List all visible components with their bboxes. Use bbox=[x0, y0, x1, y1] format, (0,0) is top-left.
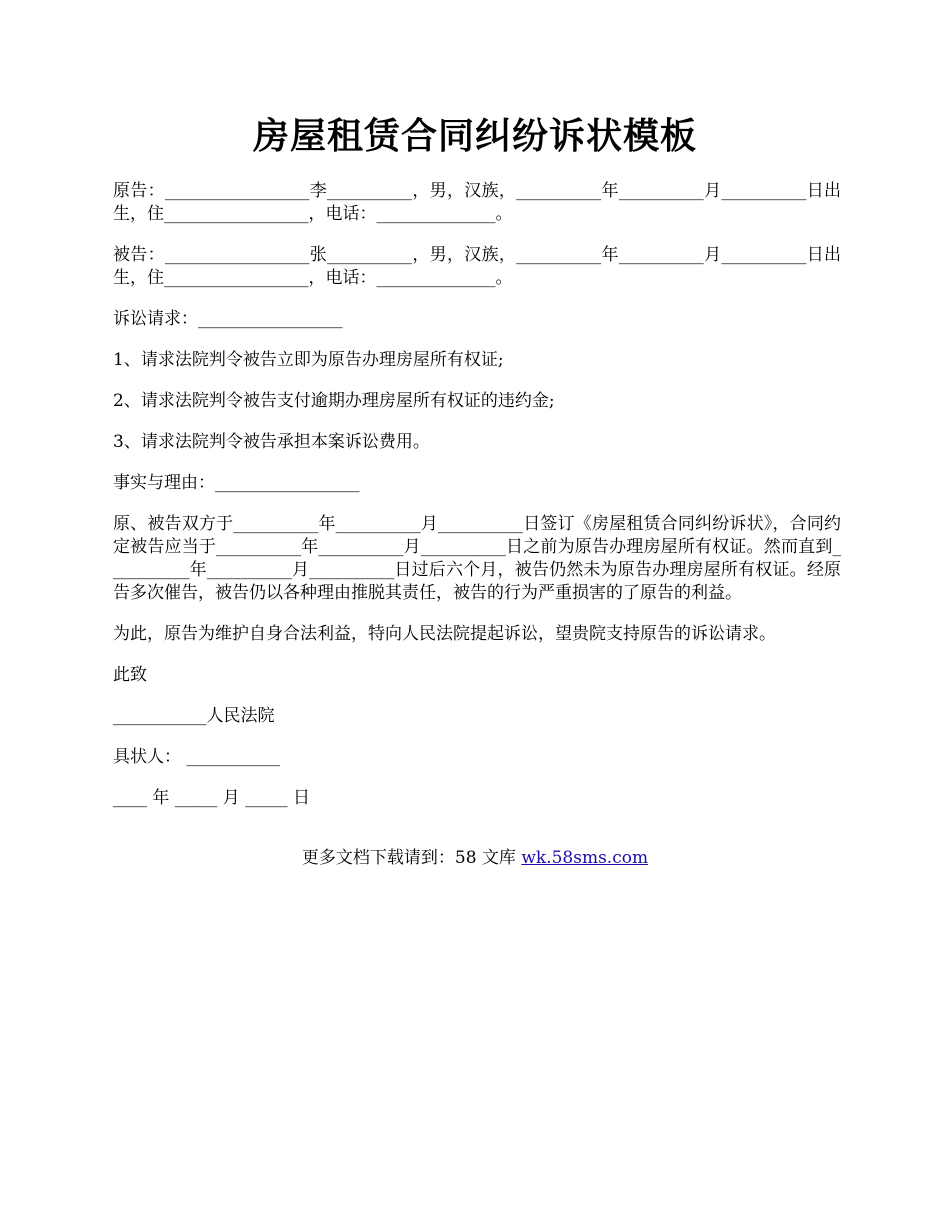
claim-item-1: 1、请求法院判令被告立即为原告办理房屋所有权证; bbox=[113, 350, 504, 370]
claim-item-3: 3、请求法院判令被告承担本案诉讼费用。 bbox=[113, 432, 430, 452]
claim-item-2: 2、请求法院判令被告支付逾期办理房屋所有权证的违约金; bbox=[113, 391, 555, 411]
salutation: 此致 bbox=[113, 665, 147, 685]
date-line: ____ 年 _____ 月 _____ 日 bbox=[113, 788, 311, 808]
facts-heading: 事实与理由：_________________ bbox=[113, 473, 360, 493]
plaintiff-info: 原告：_________________李__________，男，汉族，__________年__________月__________日出生，住_________________，电话：______________。 bbox=[113, 181, 841, 224]
document-body bbox=[113, 180, 841, 828]
defendant-info: 被告：_________________张__________，男，汉族，__________年__________月__________日出生，住_________________，电话：______________。 bbox=[113, 245, 841, 288]
conclusion-paragraph: 为此，原告为维护自身合法利益，特向人民法院提起诉讼，望贵院支持原告的诉讼请求。 bbox=[113, 624, 776, 644]
footer bbox=[0, 847, 950, 870]
footer-link[interactable]: wk.58sms.com bbox=[521, 848, 649, 868]
document-title: 房屋租赁合同纠纷诉状模板 bbox=[252, 115, 697, 157]
court-name-line: ___________人民法院 bbox=[113, 706, 275, 726]
claims-heading: 诉讼请求：_________________ bbox=[113, 309, 343, 329]
footer-text: 更多文档下载请到：58 文库 bbox=[301, 848, 522, 868]
signatory-line: 具状人： ___________ bbox=[113, 747, 280, 767]
facts-paragraph: 原、被告双方于__________年__________月__________日签订《房屋租赁合同纠纷诉状》，合同约定被告应当于__________年__________月__________日之前为原告办理房屋所有权证。然而直到__________年__________月__________日过后六个月，被告仍然未为原告办理房屋所有权证。经原告多次催告，被告仍以各种理由推脱其责任，被告的行为严重损害的了原告的利益。 bbox=[113, 514, 841, 603]
